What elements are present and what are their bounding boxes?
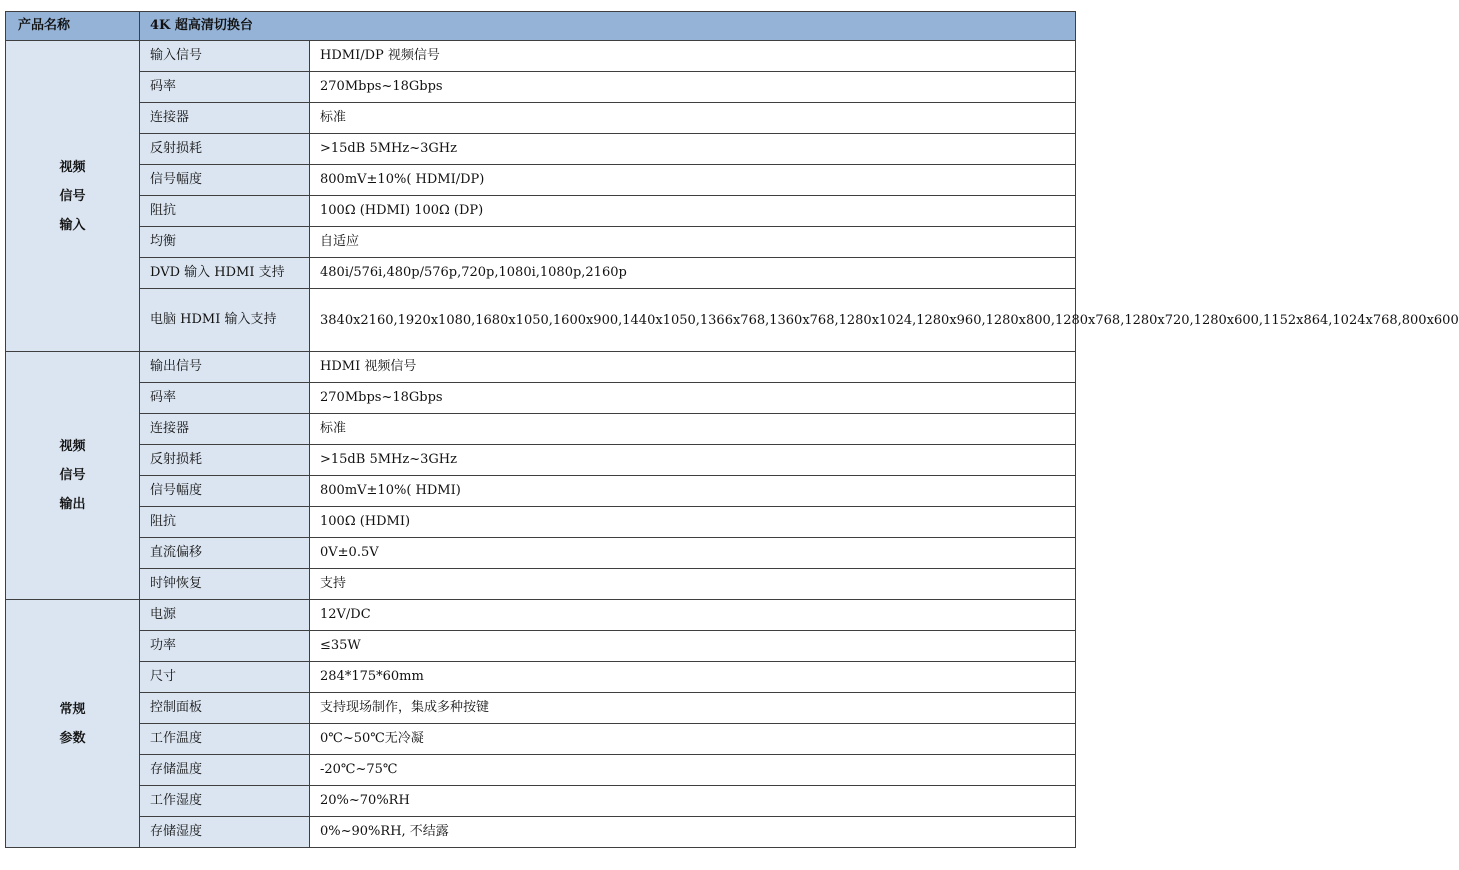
param-value: HDMI/DP 视频信号 — [310, 41, 1076, 72]
param-name: 工作温度 — [140, 724, 310, 755]
param-value: 800mV±10%( HDMI/DP) — [310, 165, 1076, 196]
param-value: 800mV±10%( HDMI) — [310, 476, 1076, 507]
param-name: 码率 — [140, 72, 310, 103]
param-name: 码率 — [140, 383, 310, 414]
table-row — [6, 165, 1076, 196]
table-row — [6, 227, 1076, 258]
category-line: 视频 — [59, 439, 86, 454]
param-name: 电源 — [140, 600, 310, 631]
param-value: 自适应 — [310, 227, 1076, 258]
category-cell-video-input — [6, 41, 140, 352]
param-value: 100Ω (HDMI) — [310, 507, 1076, 538]
param-value: 480i/576i,480p/576p,720p,1080i,1080p,2160p — [310, 258, 1076, 289]
table-row — [6, 72, 1076, 103]
param-value: 100Ω (HDMI) 100Ω (DP) — [310, 196, 1076, 227]
table-row — [6, 693, 1076, 724]
param-name: 控制面板 — [140, 693, 310, 724]
param-value: HDMI 视频信号 — [310, 352, 1076, 383]
param-name: 输出信号 — [140, 352, 310, 383]
table-row — [6, 662, 1076, 693]
category-line: 视频 — [59, 159, 86, 175]
param-name: 均衡 — [140, 227, 310, 258]
spec-table — [5, 11, 1459, 848]
param-value: 270Mbps~18Gbps — [310, 72, 1076, 103]
param-name: 直流偏移 — [140, 538, 310, 569]
param-name: 尺寸 — [140, 662, 310, 693]
param-value: 0%~90%RH, 不结露 — [310, 817, 1076, 848]
param-value: 284*175*60mm — [310, 662, 1076, 693]
category-line: 常规 — [59, 701, 86, 717]
table-row — [6, 507, 1076, 538]
param-name: 电脑 HDMI 输入支持 — [140, 289, 310, 352]
param-name: 信号幅度 — [140, 476, 310, 507]
table-row — [6, 538, 1076, 569]
table-row — [6, 196, 1076, 227]
param-value: 20%~70%RH — [310, 786, 1076, 817]
param-value: ≤35W — [310, 631, 1076, 662]
param-name: DVD 输入 HDMI 支持 — [140, 258, 310, 289]
param-name: 工作湿度 — [140, 786, 310, 817]
table-row — [6, 817, 1076, 848]
param-name: 存储温度 — [140, 755, 310, 786]
param-name: 存储湿度 — [140, 817, 310, 848]
param-name: 连接器 — [140, 103, 310, 134]
param-name: 时钟恢复 — [140, 569, 310, 600]
table-row — [6, 724, 1076, 755]
table-row — [6, 352, 1076, 383]
table-row — [6, 134, 1076, 165]
table-row — [6, 258, 1076, 289]
table-row — [6, 476, 1076, 507]
category-line: 输出 — [59, 497, 86, 512]
category-cell-video-output — [6, 352, 140, 600]
table-row — [6, 289, 1076, 352]
table-row — [6, 755, 1076, 786]
param-value: 0℃~50℃无冷凝 — [310, 724, 1076, 755]
param-value: 标准 — [310, 103, 1076, 134]
param-value: 0V±0.5V — [310, 538, 1076, 569]
table-row — [6, 41, 1076, 72]
category-line: 参数 — [59, 730, 86, 746]
header-label: 产品名称 — [6, 12, 140, 41]
table-row — [6, 569, 1076, 600]
param-value: >15dB 5MHz~3GHz — [310, 445, 1076, 476]
param-value: 3840x2160,1920x1080,1680x1050,1600x900,1440x1050,1366x768,1360x768,1280x1024,1280x960,1280x800,1280x768,1280x720,1280x600,1152x864,1024x768,800x600 — [310, 289, 1076, 352]
param-name: 信号幅度 — [140, 165, 310, 196]
param-value: -20℃~75℃ — [310, 755, 1076, 786]
table-row — [6, 445, 1076, 476]
spec-table-wrapper — [5, 11, 1459, 848]
param-value: 270Mbps~18Gbps — [310, 383, 1076, 414]
param-name: 反射损耗 — [140, 445, 310, 476]
param-value: >15dB 5MHz~3GHz — [310, 134, 1076, 165]
table-row — [6, 631, 1076, 662]
table-row — [6, 103, 1076, 134]
param-name: 反射损耗 — [140, 134, 310, 165]
table-row — [6, 786, 1076, 817]
header-value: 4K 超高清切换台 — [140, 12, 1076, 41]
param-value: 12V/DC — [310, 600, 1076, 631]
param-name: 阻抗 — [140, 196, 310, 227]
param-value: 支持 — [310, 569, 1076, 600]
table-row — [6, 414, 1076, 445]
table-row — [6, 600, 1076, 631]
table-row — [6, 383, 1076, 414]
param-name: 阻抗 — [140, 507, 310, 538]
category-line: 信号 — [59, 188, 86, 204]
param-value: 标准 — [310, 414, 1076, 445]
header-row — [6, 12, 1076, 41]
category-cell-general — [6, 600, 140, 848]
param-name: 输入信号 — [140, 41, 310, 72]
category-line: 输入 — [59, 217, 86, 233]
param-name: 功率 — [140, 631, 310, 662]
param-value: 支持现场制作，集成多种按键 — [310, 693, 1076, 724]
category-line: 信号 — [59, 468, 86, 483]
param-name: 连接器 — [140, 414, 310, 445]
